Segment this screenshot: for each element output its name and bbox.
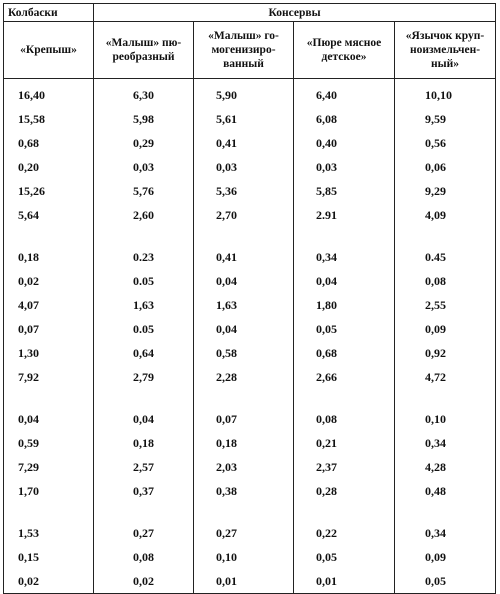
group-header-canned: Консервы — [94, 4, 496, 22]
table-cell: 0,68 — [294, 341, 395, 365]
table-cell: 0,41 — [194, 131, 294, 155]
section-gap-row — [4, 389, 496, 407]
table-cell: 0,48 — [395, 479, 496, 503]
column-header-krepysh: «Крепыш» — [4, 22, 94, 79]
table-cell: 5,98 — [94, 107, 194, 131]
table-cell: 0,15 — [4, 545, 94, 569]
table-cell: 1,70 — [4, 479, 94, 503]
table-cell: 9,59 — [395, 107, 496, 131]
empty-cell — [395, 227, 496, 245]
table-cell: 0,05 — [294, 545, 395, 569]
empty-cell — [294, 503, 395, 521]
table-cell: 0,02 — [4, 569, 94, 594]
table-header — [4, 4, 496, 79]
empty-cell — [395, 503, 496, 521]
table-cell: 0,07 — [4, 317, 94, 341]
table-cell: 1,63 — [94, 293, 194, 317]
table-row — [4, 293, 496, 317]
table-cell: 1,63 — [194, 293, 294, 317]
table-row — [4, 203, 496, 227]
table-cell: 0,08 — [395, 269, 496, 293]
column-header-malysh-pureed: «Малыш» пю-реобразный — [94, 22, 194, 79]
table-row — [4, 107, 496, 131]
column-header-malysh-homogenized: «Малыш» го-могенизиро-ванный — [194, 22, 294, 79]
table-cell: 0,07 — [194, 407, 294, 431]
column-header-tongue: «Язычок круп-ноизмельчен-ный» — [395, 22, 496, 79]
table-row — [4, 521, 496, 545]
table-cell: 0,68 — [4, 131, 94, 155]
section-gap-row — [4, 227, 496, 245]
table-cell: 5,36 — [194, 179, 294, 203]
table-cell: 2.91 — [294, 203, 395, 227]
empty-cell — [4, 503, 94, 521]
group-header-sausages: Колбаски — [4, 4, 94, 22]
table-cell: 5,76 — [94, 179, 194, 203]
nutrition-table — [3, 3, 496, 594]
table-cell: 0,08 — [294, 407, 395, 431]
table-cell: 4,28 — [395, 455, 496, 479]
table-cell: 2,37 — [294, 455, 395, 479]
table-cell: 0.23 — [94, 245, 194, 269]
table-row — [4, 179, 496, 203]
table-cell: 7,29 — [4, 455, 94, 479]
table-cell: 0,05 — [294, 317, 395, 341]
table-cell: 0,92 — [395, 341, 496, 365]
table-row — [4, 407, 496, 431]
table-row — [4, 455, 496, 479]
table-cell: 1,53 — [4, 521, 94, 545]
table-cell: 4,72 — [395, 365, 496, 389]
table-cell: 9,29 — [395, 179, 496, 203]
table-cell: 0,22 — [294, 521, 395, 545]
table-row — [4, 79, 496, 108]
table-cell: 5,90 — [194, 79, 294, 108]
table-cell: 2,55 — [395, 293, 496, 317]
column-header-meat-puree: «Пюре мясное детское» — [294, 22, 395, 79]
table-cell: 7,92 — [4, 365, 94, 389]
table-cell: 0,27 — [94, 521, 194, 545]
empty-cell — [194, 227, 294, 245]
table-cell: 2,66 — [294, 365, 395, 389]
table-row — [4, 479, 496, 503]
empty-cell — [94, 389, 194, 407]
table-cell: 0,27 — [194, 521, 294, 545]
table-cell: 0,04 — [194, 317, 294, 341]
table-cell: 1,80 — [294, 293, 395, 317]
table-cell: 16,40 — [4, 79, 94, 108]
table-row — [4, 269, 496, 293]
table-cell: 0,56 — [395, 131, 496, 155]
table-row — [4, 545, 496, 569]
table-body — [4, 79, 496, 594]
table-cell: 0,04 — [294, 269, 395, 293]
table-cell: 0,37 — [94, 479, 194, 503]
table-cell: 6,30 — [94, 79, 194, 108]
empty-cell — [194, 503, 294, 521]
table-cell: 0,18 — [94, 431, 194, 455]
table-cell: 0,21 — [294, 431, 395, 455]
table-cell: 0,10 — [194, 545, 294, 569]
column-header-row — [4, 22, 496, 79]
table-cell: 0,18 — [194, 431, 294, 455]
table-cell: 0,40 — [294, 131, 395, 155]
table-cell: 0,34 — [294, 245, 395, 269]
table-row — [4, 155, 496, 179]
table-cell: 1,30 — [4, 341, 94, 365]
empty-cell — [294, 227, 395, 245]
table-cell: 0,02 — [4, 269, 94, 293]
table-cell: 0,08 — [94, 545, 194, 569]
group-header-row — [4, 4, 496, 22]
table-cell: 0,59 — [4, 431, 94, 455]
table-cell: 0,18 — [4, 245, 94, 269]
table-cell: 5,64 — [4, 203, 94, 227]
table-cell: 0,04 — [194, 269, 294, 293]
table-cell: 0.05 — [94, 269, 194, 293]
table-cell: 0,28 — [294, 479, 395, 503]
table-cell: 0,06 — [395, 155, 496, 179]
table-cell: 2,57 — [94, 455, 194, 479]
table-cell: 0,09 — [395, 317, 496, 341]
table-cell: 15,58 — [4, 107, 94, 131]
table-cell: 0,03 — [294, 155, 395, 179]
table-cell: 0,09 — [395, 545, 496, 569]
table-cell: 0,05 — [395, 569, 496, 594]
table-cell: 0,10 — [395, 407, 496, 431]
empty-cell — [4, 389, 94, 407]
table-cell: 6,40 — [294, 79, 395, 108]
table-cell: 0,01 — [294, 569, 395, 594]
table-row — [4, 365, 496, 389]
section-gap-row — [4, 503, 496, 521]
table-cell: 0,01 — [194, 569, 294, 594]
table-row — [4, 569, 496, 594]
table-cell: 0,03 — [94, 155, 194, 179]
table-cell: 0.05 — [94, 317, 194, 341]
table-cell: 0,38 — [194, 479, 294, 503]
table-row — [4, 245, 496, 269]
empty-cell — [395, 389, 496, 407]
table-row — [4, 131, 496, 155]
empty-cell — [4, 227, 94, 245]
table-cell: 0,20 — [4, 155, 94, 179]
table-cell: 0,64 — [94, 341, 194, 365]
table-cell: 2,28 — [194, 365, 294, 389]
table-cell: 10,10 — [395, 79, 496, 108]
table-cell: 5,85 — [294, 179, 395, 203]
table-cell: 0,29 — [94, 131, 194, 155]
table-cell: 6,08 — [294, 107, 395, 131]
table-cell: 0,04 — [94, 407, 194, 431]
table-cell: 0.45 — [395, 245, 496, 269]
table-cell: 0,02 — [94, 569, 194, 594]
table-cell: 0,34 — [395, 521, 496, 545]
empty-cell — [294, 389, 395, 407]
table-cell: 2,70 — [194, 203, 294, 227]
table-cell: 5,61 — [194, 107, 294, 131]
table-cell: 0,34 — [395, 431, 496, 455]
table-cell: 15,26 — [4, 179, 94, 203]
table-cell: 2,79 — [94, 365, 194, 389]
empty-cell — [194, 389, 294, 407]
table-cell: 0,03 — [194, 155, 294, 179]
table-row — [4, 431, 496, 455]
table-cell: 4,07 — [4, 293, 94, 317]
table-cell: 0,04 — [4, 407, 94, 431]
table-cell: 0,41 — [194, 245, 294, 269]
table-row — [4, 317, 496, 341]
table-cell: 2,03 — [194, 455, 294, 479]
empty-cell — [94, 227, 194, 245]
table-cell: 4,09 — [395, 203, 496, 227]
table-cell: 0,58 — [194, 341, 294, 365]
table-cell: 2,60 — [94, 203, 194, 227]
table-row — [4, 341, 496, 365]
empty-cell — [94, 503, 194, 521]
